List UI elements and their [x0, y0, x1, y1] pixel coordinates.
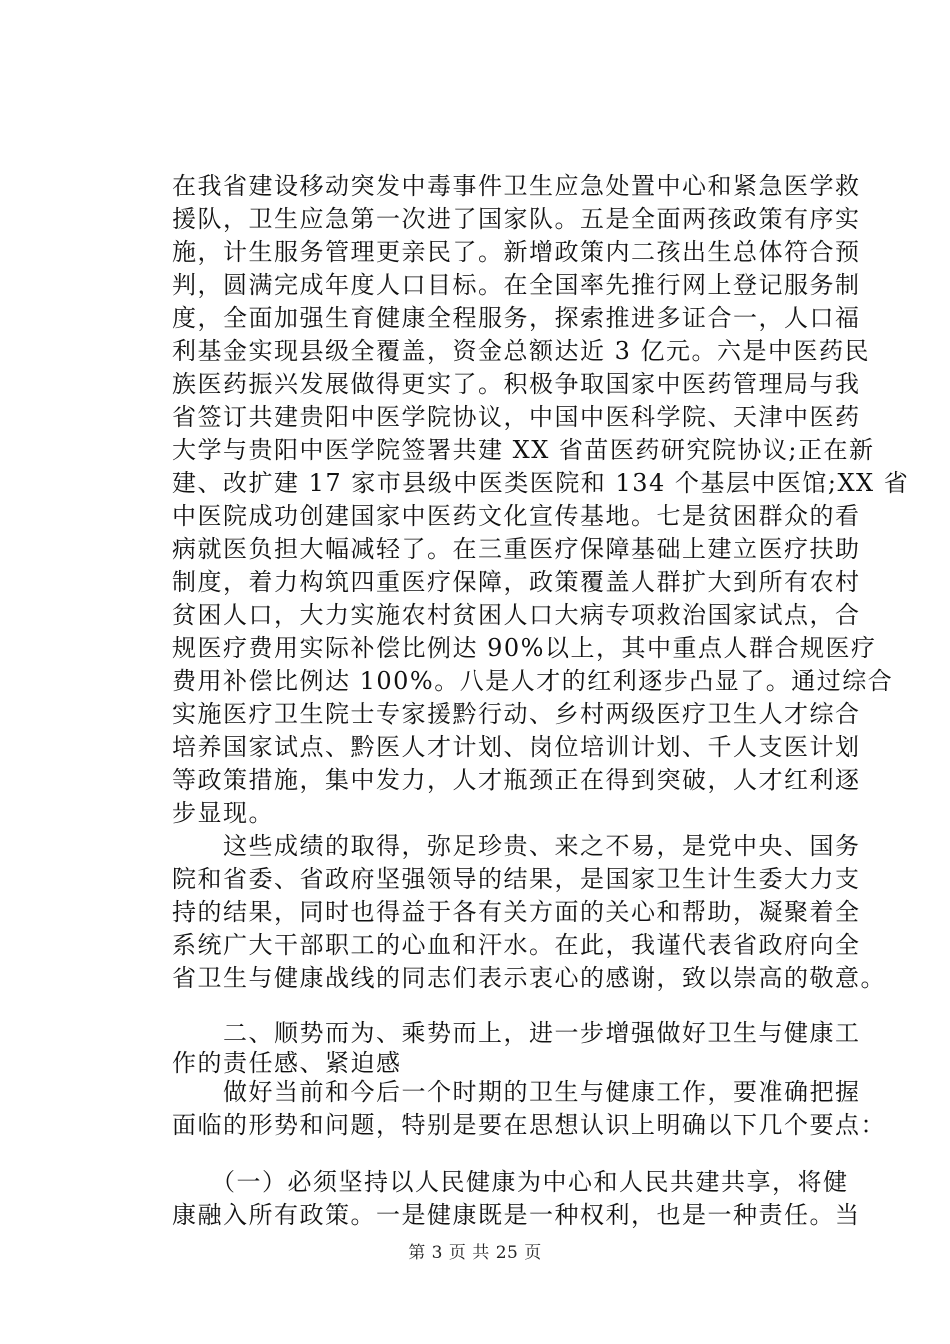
text-line: 在我省建设移动突发中毒事件卫生应急处置中心和紧急医学救 — [172, 172, 861, 200]
text-line: 持的结果，同时也得益于各有关方面的关心和帮助，凝聚着全 — [172, 898, 861, 926]
text-line: 步显现。 — [172, 799, 274, 827]
text-line: 康融入所有政策。一是健康既是一种权利，也是一种责任。当 — [172, 1201, 861, 1229]
text-line: 度，全面加强生育健康全程服务，探索推进多证合一，人口福 — [172, 304, 861, 332]
text-line: 规医疗费用实际补偿比例达 90%以上，其中重点人群合规医疗 — [172, 634, 877, 662]
text-line: 等政策措施，集中发力，人才瓶颈正在得到突破，人才红利逐 — [172, 766, 861, 794]
text-line: 制度，着力构筑四重医疗保障，政策覆盖人群扩大到所有农村 — [172, 568, 861, 596]
text-line: 利基金实现县级全覆盖，资金总额达近 3 亿元。六是中医药民 — [172, 337, 871, 365]
text-line: 这些成绩的取得，弥足珍贵、来之不易，是党中央、国务 — [172, 832, 861, 860]
text-line: 省卫生与健康战线的同志们表示衷心的感谢，致以崇高的敬意。 — [172, 964, 886, 992]
text-line: 判，圆满完成年度人口目标。在全国率先推行网上登记服务制 — [172, 271, 861, 299]
text-line: 院和省委、省政府坚强领导的结果，是国家卫生计生委大力支 — [172, 865, 861, 893]
text-line: 病就医负担大幅减轻了。在三重医疗保障基础上建立医疗扶助 — [172, 535, 861, 563]
text-line: 援队，卫生应急第一次进了国家队。五是全面两孩政策有序实 — [172, 205, 861, 233]
text-line: 实施医疗卫生院士专家援黔行动、乡村两级医疗卫生人才综合 — [172, 700, 861, 728]
document-body — [172, 170, 910, 1232]
text-line: 建、改扩建 17 家市县级中医类医院和 134 个基层中医馆;XX 省 — [172, 469, 910, 497]
text-line: 做好当前和今后一个时期的卫生与健康工作，要准确把握 — [172, 1078, 861, 1106]
text-line: 系统广大干部职工的心血和汗水。在此，我谨代表省政府向全 — [172, 931, 861, 959]
text-line: 中医院成功创建国家中医药文化宣传基地。七是贫困群众的看 — [172, 502, 861, 530]
section-heading: 二、顺势而为、乘势而上，进一步增强做好卫生与健康工 — [172, 1019, 861, 1047]
paragraph-gap — [172, 1142, 852, 1166]
text-line: 施，计生服务管理更亲民了。新增政策内二孩出生总体符合预 — [172, 238, 861, 266]
text-line: 族医药振兴发展做得更实了。积极争取国家中医药管理局与我 — [172, 370, 861, 398]
section-heading: 作的责任感、紧迫感 — [172, 1049, 402, 1077]
text-line: 面临的形势和问题，特别是要在思想认识上明确以下几个要点： — [172, 1111, 886, 1139]
page-number-footer: 第 3 页 共 25 页 — [408, 1243, 542, 1263]
text-line: 大学与贵阳中医学院签署共建 XX 省苗医药研究院协议;正在新 — [172, 436, 875, 464]
text-line: 贫困人口，大力实施农村贫困人口大病专项救治国家试点，合 — [172, 601, 861, 629]
text-line: 省签订共建贵阳中医学院协议，中国中医科学院、天津中医药 — [172, 403, 861, 431]
paragraph-gap — [172, 995, 852, 1017]
text-line: 费用补偿比例达 100%。八是人才的红利逐步凸显了。通过综合 — [172, 667, 894, 695]
text-line: 培养国家试点、黔医人才计划、岗位培训计划、千人支医计划 — [172, 733, 861, 761]
text-line: （一）必须坚持以人民健康为中心和人民共建共享，将健 — [172, 1168, 849, 1196]
